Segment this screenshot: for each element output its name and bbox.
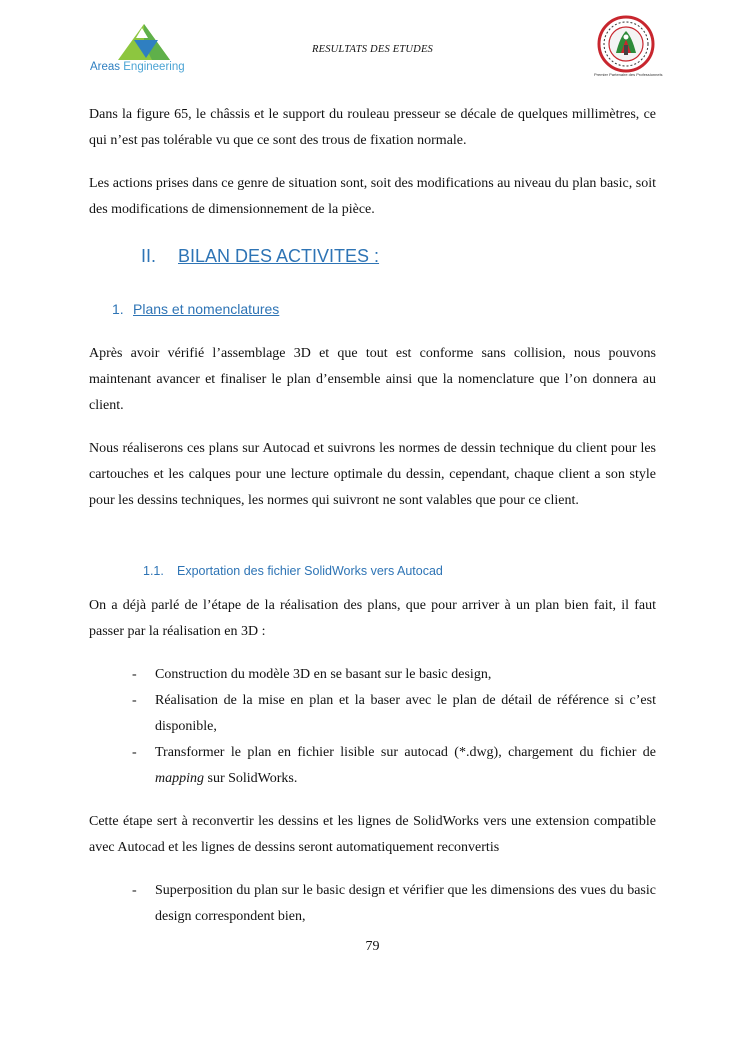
paragraph-6: Cette étape sert à reconvertir les dessins et les lignes de SolidWorks vers une extension compatible avec Autocad et les lignes de dessins seront automatiquement reconvertis [89, 814, 656, 855]
section-title: BILAN DES ACTIVITES : [178, 246, 380, 266]
subsection-title: Plans et nomenclatures [133, 301, 280, 317]
list-item: Construction du modèle 3D en se basant sur le basic design, [155, 667, 492, 682]
paragraph-4: Nous réaliserons ces plans sur Autocad et suivrons les normes de dessin technique du client pour les cartouches et les calques pour une lecture optimale du dessin, cependant, chaque client a son style pour les dessins techniques, les normes qui suivront ne sont valables que pour ce client. [89, 441, 656, 508]
page-number: 79 [365, 939, 380, 954]
list-item: Réalisation de la mise en plan et la baser avec le plan de détail de référence si c’est disponible, [155, 693, 656, 734]
paragraph-5: On a déjà parlé de l’étape de la réalisation des plans, que pour arriver à un plan bien fait, il faut passer par la réalisation en 3D : [89, 598, 656, 639]
triangle-logo-icon [112, 22, 176, 62]
paragraph-3: Après avoir vérifié l’assemblage 3D et que tout est conforme sans collision, nous pouvons maintenant avancer et finaliser le plan d’ensemble ainsi que la nomenclature que l’on donnera au client. [89, 346, 656, 413]
list-item: Superposition du plan sur le basic design et vérifier que les dimensions des vues du basic design correspondent bien, [155, 883, 656, 924]
paragraph-2: Les actions prises dans ce genre de situation sont, soit des modifications au niveau du plan basic, soit des modifications de dimensionnement de la pièce. [89, 176, 656, 217]
section-number: II. [141, 246, 157, 266]
logo-wordmark [90, 61, 205, 73]
paragraph-1: Dans la figure 65, le châssis et le support du rouleau presseur se décale de quelques millimètres, ce qui n’est pas tolérable vu que ce sont des trous de fixation normale. [89, 107, 656, 148]
subsubsection-heading [143, 564, 443, 578]
subsection-heading [112, 301, 279, 317]
list-item-text-end: sur SolidWorks. [204, 771, 298, 786]
institution-seal-logo [594, 15, 663, 81]
header-title: RESULTATS DES ETUDES [311, 44, 434, 55]
list-item [155, 740, 656, 792]
list-item-text: Transformer le plan en fichier lisible sur autocad (*.dwg), chargement du fichier de [155, 745, 656, 760]
subsubsection-number: 1.1. [143, 564, 164, 578]
section-heading [141, 246, 379, 267]
list-bullet: - [132, 883, 137, 898]
list-bullet: - [132, 693, 137, 708]
seal-caption: Premier Partenaire des Professionnels [594, 72, 663, 77]
subsubsection-title: Exportation des fichier SolidWorks vers Autocad [177, 564, 443, 578]
logo-word-2: Engineering [123, 61, 185, 73]
list-bullet: - [132, 667, 137, 682]
subsection-number: 1. [112, 301, 124, 317]
gear-seal-icon [594, 15, 658, 73]
list-bullet: - [132, 745, 137, 760]
logo-word-1: Areas [90, 61, 121, 73]
list-item-italic: mapping [155, 771, 204, 786]
